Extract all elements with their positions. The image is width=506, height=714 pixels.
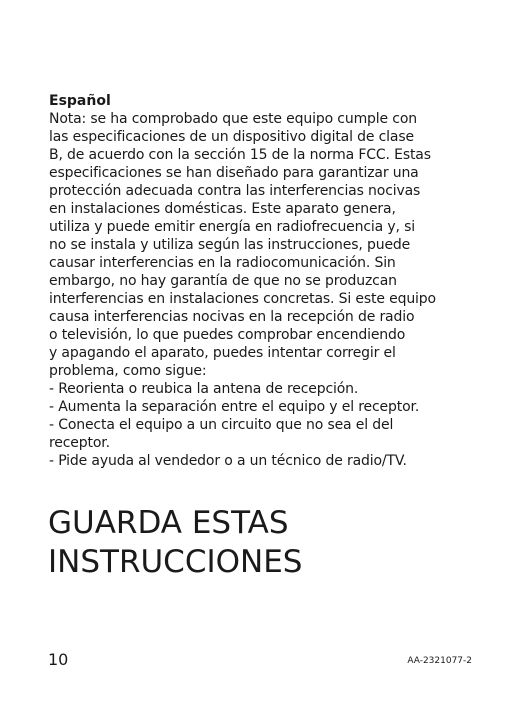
notice-line: interferencias en instalaciones concretas. Si este equipo xyxy=(49,291,436,307)
list-item: - Pide ayuda al vendedor o a un técnico de radio/TV. xyxy=(49,453,407,469)
notice-line: problema, como sigue: xyxy=(49,363,207,379)
notice-line: causar interferencias en la radiocomunicación. Sin xyxy=(49,255,396,271)
notice-line: no se instala y utiliza según las instrucciones, puede xyxy=(49,237,411,253)
notice-line: Nota: se ha comprobado que este equipo cumple con xyxy=(49,111,417,127)
notice-line: causa interferencias nocivas en la recepción de radio xyxy=(49,309,415,325)
notice-line: utiliza y puede emitir energía en radiofrecuencia y, si xyxy=(49,219,416,235)
notice-line: B, de acuerdo con la sección 15 de la norma FCC. Estas xyxy=(49,147,431,163)
document-code: AA-2321077-2 xyxy=(407,656,472,666)
fcc-notice-section xyxy=(49,92,469,470)
notice-line: las especificaciones de un dispositivo digital de clase xyxy=(49,129,414,145)
list-item: - Aumenta la separación entre el equipo y el receptor. xyxy=(49,399,420,415)
section-heading: Español xyxy=(49,93,111,109)
notice-line: en instalaciones domésticas. Este aparato genera, xyxy=(49,201,396,217)
notice-line: y apagando el aparato, puedes intentar corregir el xyxy=(49,345,396,361)
title-line: INSTRUCCIONES xyxy=(48,544,303,580)
notice-line: protección adecuada contra las interferencias nocivas xyxy=(49,183,421,199)
list-item: - Conecta el equipo a un circuito que no sea el del xyxy=(49,417,394,433)
notice-line: especificaciones se han diseñado para garantizar una xyxy=(49,165,419,181)
list-item: - Reorienta o reubica la antena de recepción. xyxy=(49,381,359,397)
page-title xyxy=(48,504,302,582)
notice-line: o televisión, lo que puedes comprobar encendiendo xyxy=(49,327,406,343)
page-number: 10 xyxy=(48,650,69,669)
title-line: GUARDA ESTAS xyxy=(48,505,289,541)
notice-line: embargo, no hay garantía de que no se produzcan xyxy=(49,273,397,289)
list-item: receptor. xyxy=(49,435,110,451)
